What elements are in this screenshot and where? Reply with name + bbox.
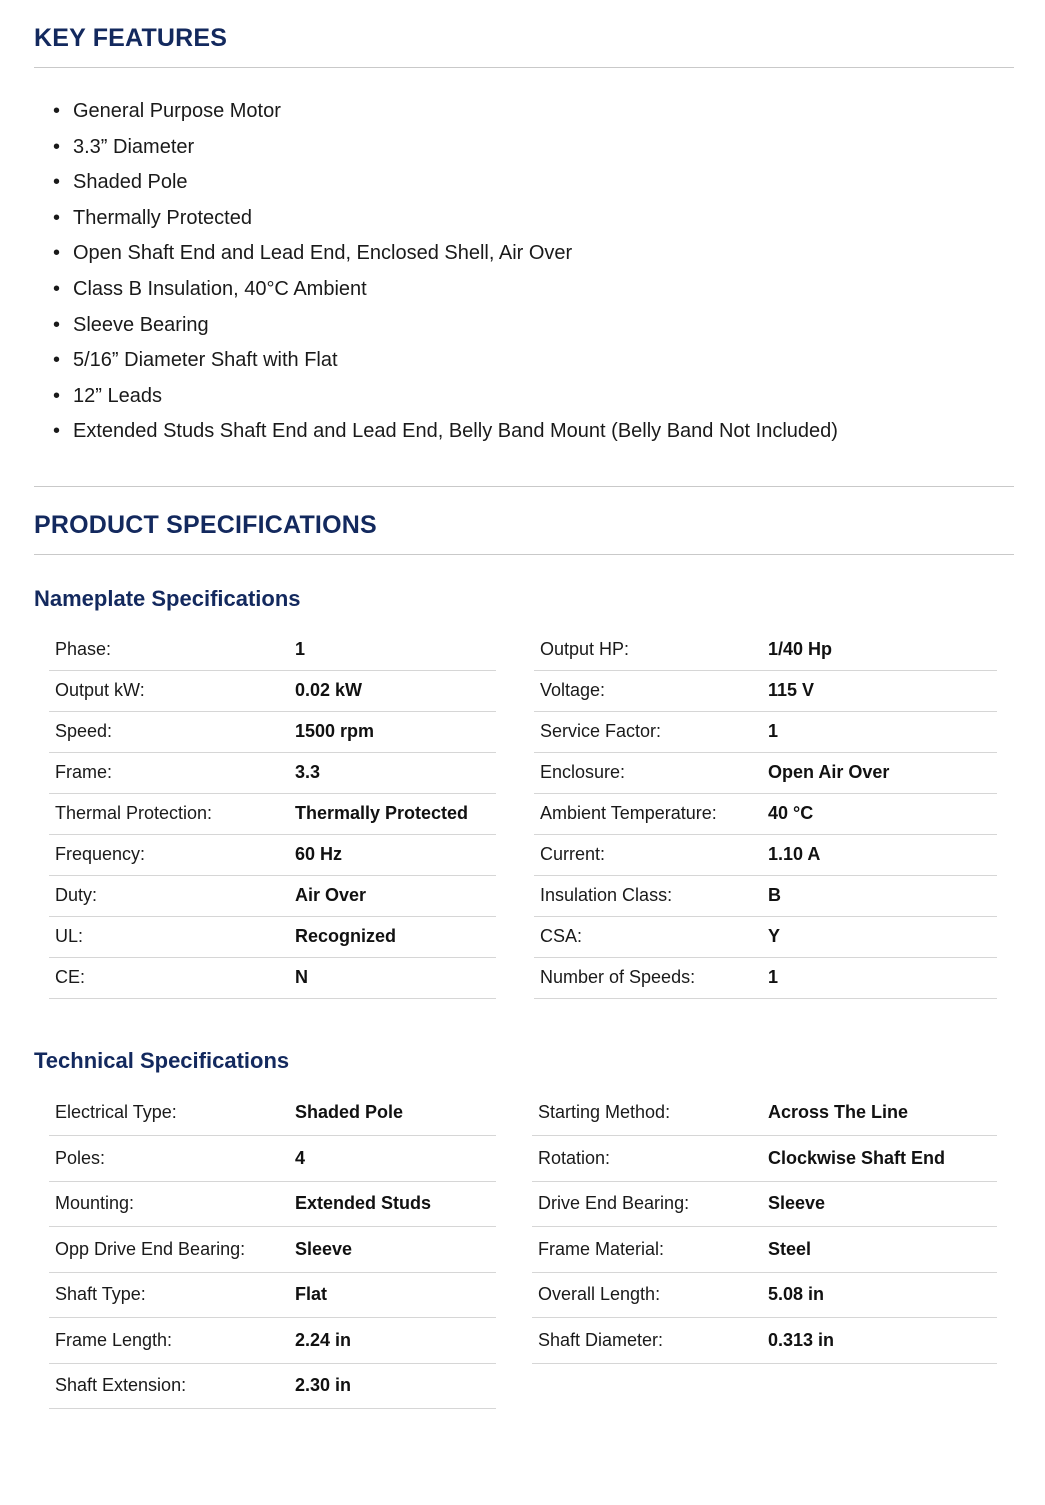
spec-value: 1 [768, 957, 997, 998]
feature-text: Open Shaft End and Lead End, Enclosed Shell, Air Over [73, 242, 573, 265]
feature-item [34, 130, 838, 166]
technical-table-right [532, 1090, 997, 1364]
spec-value: 3.3 [295, 752, 496, 793]
spec-row [49, 957, 496, 998]
spec-row [534, 711, 997, 752]
spec-row [49, 834, 496, 875]
spec-value: Y [768, 916, 997, 957]
product-specifications-divider [34, 554, 1014, 555]
feature-text: Shaded Pole [73, 171, 188, 194]
spec-value: 2.30 in [295, 1363, 496, 1409]
spec-row [49, 1181, 496, 1227]
bullet-icon: • [53, 206, 61, 229]
spec-label: Mounting: [49, 1181, 295, 1227]
bullet-icon: • [53, 242, 61, 265]
spec-row [534, 752, 997, 793]
section-divider [34, 486, 1014, 487]
spec-value: 1500 rpm [295, 711, 496, 752]
key-features-divider [34, 67, 1014, 68]
key-features-title: KEY FEATURES [34, 24, 228, 52]
feature-item [34, 236, 838, 272]
feature-item [34, 308, 838, 344]
key-features-list [34, 94, 838, 450]
spec-row [49, 629, 496, 670]
spec-value: 1 [295, 629, 496, 670]
spec-row [534, 957, 997, 998]
feature-text: Class B Insulation, 40°C Ambient [73, 277, 367, 300]
spec-label: Current: [534, 834, 768, 875]
bullet-icon: • [53, 420, 61, 443]
spec-row [49, 1136, 496, 1182]
spec-value: Open Air Over [768, 752, 997, 793]
bullet-icon: • [53, 277, 61, 300]
spec-label: Overall Length: [532, 1272, 768, 1318]
spec-row [49, 1318, 496, 1364]
spec-row [532, 1318, 997, 1364]
spec-value: N [295, 957, 496, 998]
feature-item [34, 343, 838, 379]
spec-label: Frame Material: [532, 1227, 768, 1273]
spec-value: 0.313 in [768, 1318, 997, 1364]
spec-row [49, 793, 496, 834]
spec-row [532, 1272, 997, 1318]
feature-item [34, 165, 838, 201]
feature-item [34, 272, 838, 308]
spec-label: Speed: [49, 711, 295, 752]
spec-value: 2.24 in [295, 1318, 496, 1364]
spec-value: Steel [768, 1227, 997, 1273]
spec-value: 1.10 A [768, 834, 997, 875]
spec-row [49, 1363, 496, 1409]
bullet-icon: • [53, 349, 61, 372]
nameplate-specifications-title: Nameplate Specifications [34, 586, 301, 611]
spec-label: Output HP: [534, 629, 768, 670]
spec-row [532, 1181, 997, 1227]
spec-label: Electrical Type: [49, 1090, 295, 1136]
spec-label: Frame: [49, 752, 295, 793]
spec-value: Air Over [295, 875, 496, 916]
feature-text: General Purpose Motor [73, 100, 281, 122]
bullet-icon: • [53, 100, 61, 122]
spec-value: 5.08 in [768, 1272, 997, 1318]
spec-value: 1/40 Hp [768, 629, 997, 670]
spec-value: B [768, 875, 997, 916]
spec-value: Thermally Protected [295, 793, 496, 834]
feature-text: 12” Leads [73, 384, 162, 407]
spec-label: Shaft Extension: [49, 1363, 295, 1409]
nameplate-table-right [534, 629, 997, 999]
spec-value: 4 [295, 1136, 496, 1182]
spec-label: Number of Speeds: [534, 957, 768, 998]
spec-label: Voltage: [534, 670, 768, 711]
spec-label: Rotation: [532, 1136, 768, 1182]
feature-item [34, 94, 838, 130]
spec-value: Sleeve [295, 1227, 496, 1273]
spec-row [49, 1272, 496, 1318]
spec-row [532, 1227, 997, 1273]
spec-label: Thermal Protection: [49, 793, 295, 834]
spec-label: Service Factor: [534, 711, 768, 752]
spec-row [534, 916, 997, 957]
spec-value: 115 V [768, 670, 997, 711]
spec-row [49, 670, 496, 711]
spec-row [49, 752, 496, 793]
spec-label: CSA: [534, 916, 768, 957]
spec-row [49, 875, 496, 916]
feature-item [34, 201, 838, 237]
bullet-icon: • [53, 384, 61, 407]
spec-value: Across The Line [768, 1090, 997, 1136]
feature-text: 3.3” Diameter [73, 135, 195, 158]
feature-item [34, 414, 838, 450]
spec-value: Shaded Pole [295, 1090, 496, 1136]
spec-label: Shaft Type: [49, 1272, 295, 1318]
spec-label: Frequency: [49, 834, 295, 875]
spec-label: Drive End Bearing: [532, 1181, 768, 1227]
feature-text: Sleeve Bearing [73, 313, 209, 336]
bullet-icon: • [53, 135, 61, 158]
spec-label: Shaft Diameter: [532, 1318, 768, 1364]
spec-label: UL: [49, 916, 295, 957]
technical-specifications-title: Technical Specifications [34, 1048, 290, 1073]
spec-label: Ambient Temperature: [534, 793, 768, 834]
spec-value: 60 Hz [295, 834, 496, 875]
spec-row [49, 916, 496, 957]
spec-label: Opp Drive End Bearing: [49, 1227, 295, 1273]
feature-text: Extended Studs Shaft End and Lead End, Belly Band Mount (Belly Band Not Included) [73, 420, 838, 443]
spec-row [534, 629, 997, 670]
spec-row [49, 1227, 496, 1273]
spec-label: Frame Length: [49, 1318, 295, 1364]
spec-label: Output kW: [49, 670, 295, 711]
technical-table-left [49, 1090, 496, 1409]
feature-text: 5/16” Diameter Shaft with Flat [73, 349, 338, 372]
spec-label: Duty: [49, 875, 295, 916]
spec-label: CE: [49, 957, 295, 998]
spec-row [532, 1136, 997, 1182]
feature-item [34, 379, 838, 415]
spec-value: Recognized [295, 916, 496, 957]
spec-value: 1 [768, 711, 997, 752]
spec-label: Phase: [49, 629, 295, 670]
spec-row [534, 793, 997, 834]
spec-row [49, 1090, 496, 1136]
spec-row [534, 834, 997, 875]
spec-value: Sleeve [768, 1181, 997, 1227]
spec-row [534, 670, 997, 711]
spec-row [532, 1090, 997, 1136]
spec-value: 40 °C [768, 793, 997, 834]
bullet-icon: • [53, 313, 61, 336]
feature-text: Thermally Protected [73, 206, 252, 229]
spec-value: 0.02 kW [295, 670, 496, 711]
spec-label: Starting Method: [532, 1090, 768, 1136]
spec-value: Clockwise Shaft End [768, 1136, 997, 1182]
spec-row [534, 875, 997, 916]
spec-label: Poles: [49, 1136, 295, 1182]
nameplate-table-left [49, 629, 496, 999]
bullet-icon: • [53, 171, 61, 194]
spec-value: Flat [295, 1272, 496, 1318]
spec-row [49, 711, 496, 752]
spec-value: Extended Studs [295, 1181, 496, 1227]
spec-label: Enclosure: [534, 752, 768, 793]
spec-label: Insulation Class: [534, 875, 768, 916]
product-specifications-title: PRODUCT SPECIFICATIONS [34, 511, 377, 539]
